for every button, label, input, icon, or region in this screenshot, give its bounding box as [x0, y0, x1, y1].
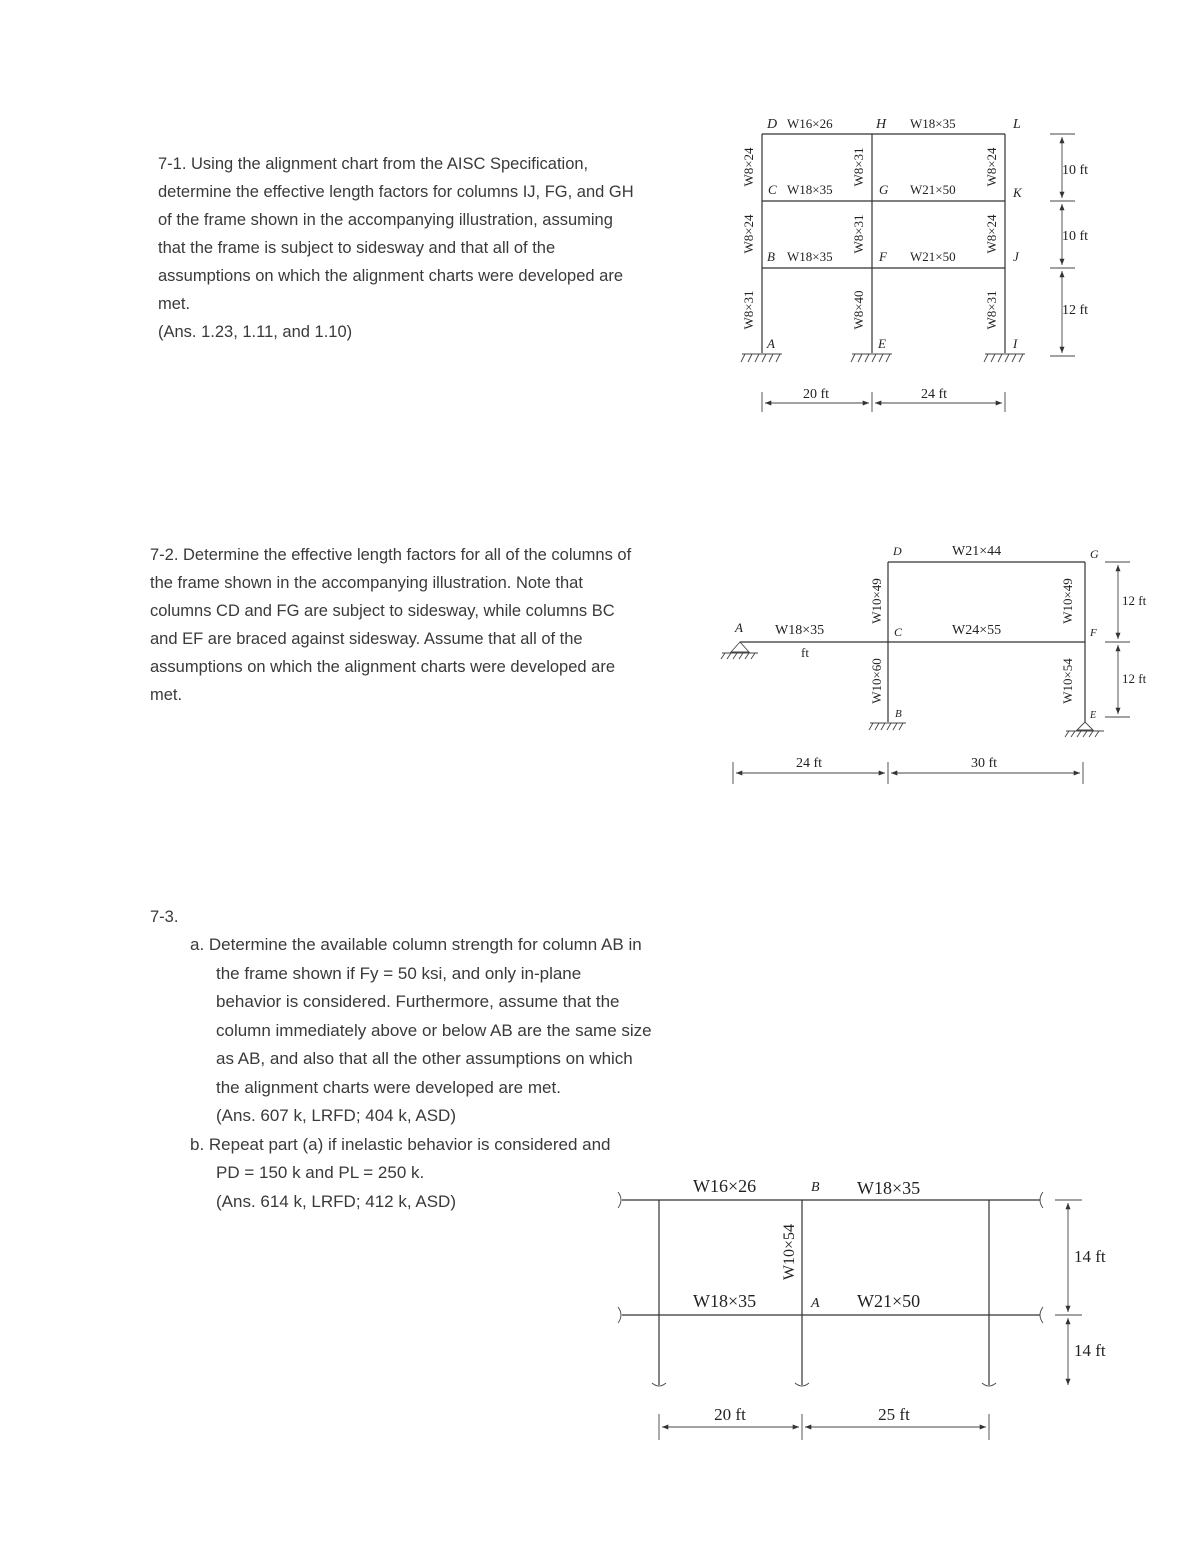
fig3-node-b: B — [811, 1180, 820, 1195]
fig2-pin-support-a — [721, 642, 758, 659]
fig2-column-label: W10×60 — [869, 658, 884, 704]
fig1-node-g: G — [879, 182, 889, 197]
fig3-beam-label: W18×35 — [857, 1178, 921, 1198]
fig2-node-g: G — [1090, 547, 1099, 561]
fig2-node-d: D — [893, 544, 902, 558]
fig1-fixed-support-e — [851, 354, 892, 362]
problem-7-3-part-a-line: column immediately above or below AB are the same size — [216, 1020, 652, 1040]
figure-7-2 — [721, 544, 1147, 784]
fig2-fixed-support-b — [869, 723, 906, 730]
fig2-column-label: W10×49 — [869, 578, 884, 624]
fig3-beam-label: W18×35 — [693, 1291, 757, 1311]
fig2-span-label: 30 ft — [970, 756, 998, 771]
fig1-column-label: W8×24 — [984, 147, 999, 187]
fig1-node-j: J — [1013, 249, 1019, 264]
problem-7-2-line: assumptions on which the alignment charts were developed are — [150, 658, 616, 676]
fig1-column-label: W8×31 — [851, 147, 866, 187]
fig2-beam-label: W21×44 — [952, 544, 1002, 559]
fig1-height-label: 12 ft — [1062, 303, 1089, 318]
fig1-node-e: E — [878, 336, 886, 351]
problem-7-2-line: met. — [150, 686, 183, 704]
fig1-column-label: W8×31 — [984, 290, 999, 330]
fig1-beam-label: W18×35 — [787, 182, 833, 197]
fig3-node-a: A — [811, 1296, 820, 1311]
fig2-span-label: 24 ft — [795, 756, 823, 771]
fig1-node-a: A — [767, 336, 775, 351]
fig1-span-label: 24 ft — [920, 387, 948, 402]
fig3-beam-label: W16×26 — [693, 1176, 757, 1196]
fig1-beam-label: W18×35 — [910, 116, 956, 131]
fig2-stray-ft: ft — [801, 645, 809, 660]
problem-7-3-number: 7-3. — [150, 908, 179, 926]
fig2-height-label: 12 ft — [1122, 671, 1147, 686]
fig1-node-b: B — [767, 249, 775, 264]
problem-7-3-part-a-line: a. Determine the available column strength for column AB in — [190, 935, 642, 954]
fig1-beam-label: W16×26 — [787, 116, 833, 131]
fig2-pin-support-e — [1065, 722, 1104, 737]
fig1-node-f: F — [879, 249, 887, 264]
problem-7-1-line: determine the effective length factors for columns IJ, FG, and GH — [158, 183, 634, 201]
problem-7-3-part-a-line: as AB, and also that all the other assumptions on which — [216, 1049, 633, 1068]
figure-7-3 — [618, 1176, 1106, 1440]
fig1-height-label: 10 ft — [1062, 163, 1089, 178]
fig3-break-marks — [618, 1192, 1043, 1386]
problem-7-3-part-a-line: the alignment charts were developed are met. — [216, 1077, 561, 1097]
problem-7-1-line: of the frame shown in the accompanying illustration, assuming — [158, 211, 613, 229]
problem-7-2-line: and EF are braced against sidesway. Assume that all of the — [150, 630, 583, 648]
problem-7-3-part-a-line: the frame shown if Fy = 50 ksi, and only in-plane — [216, 963, 582, 983]
problem-7-1-line: 7-1. Using the alignment chart from the AISC Specification, — [158, 155, 589, 173]
fig1-column-label: W8×24 — [984, 214, 999, 254]
fig3-span-label: 20 ft — [714, 1405, 746, 1424]
fig3-column-label: W10×54 — [781, 1223, 798, 1281]
fig1-beam-label: W18×35 — [787, 249, 833, 264]
fig3-span-label: 25 ft — [878, 1405, 910, 1424]
figure-7-1 — [741, 116, 1088, 412]
problem-7-3-part-a-answer: (Ans. 607 k, LRFD; 404 k, ASD) — [216, 1106, 456, 1125]
fig1-column-label: W8×40 — [851, 290, 866, 330]
problem-7-3-part-b-line: b. Repeat part (a) if inelastic behavior is considered and — [190, 1134, 611, 1154]
fig1-fixed-support-i — [984, 354, 1025, 362]
fig1-beam-label: W21×50 — [910, 249, 956, 264]
fig1-node-d: D — [767, 117, 778, 132]
fig1-node-h: H — [876, 117, 887, 132]
fig1-height-label: 10 ft — [1062, 229, 1089, 244]
fig2-span-dimensions — [733, 762, 1083, 784]
problem-7-1-line: assumptions on which the alignment charts were developed are — [158, 267, 624, 285]
fig2-beam-label: W24×55 — [952, 623, 1002, 638]
fig1-span-dimensions — [762, 392, 1005, 412]
fig3-beam-label: W21×50 — [857, 1291, 921, 1311]
problem-7-3-part-b-answer: (Ans. 614 k, LRFD; 412 k, ASD) — [216, 1191, 456, 1211]
fig3-height-label: 14 ft — [1074, 1247, 1106, 1266]
problem-7-1-answer: (Ans. 1.23, 1.11, and 1.10) — [158, 323, 353, 341]
fig3-span-dimensions — [659, 1414, 989, 1440]
fig2-node-a: A — [735, 620, 743, 635]
fig1-column-label: W8×31 — [741, 290, 756, 330]
problem-7-3-part-a-line: behavior is considered. Furthermore, assume that the — [216, 992, 620, 1011]
fig2-node-e: E — [1090, 710, 1097, 721]
problem-7-2-line: columns CD and FG are subject to sidesway, while columns BC — [150, 602, 615, 620]
fig1-fixed-support-a — [741, 354, 782, 362]
fig1-node-c: C — [768, 182, 777, 197]
fig1-node-l: L — [1013, 117, 1021, 132]
fig2-node-b: B — [895, 708, 902, 720]
fig1-node-k: K — [1013, 185, 1022, 200]
fig2-height-label: 12 ft — [1122, 593, 1147, 608]
problem-7-1-line: met. — [158, 295, 191, 313]
fig2-node-f: F — [1090, 627, 1097, 639]
fig1-column-label: W8×24 — [741, 214, 756, 254]
fig2-column-label: W10×54 — [1060, 658, 1075, 704]
fig1-node-i: I — [1013, 336, 1018, 351]
problem-7-3-part-b-line: PD = 150 k and PL = 250 k. — [216, 1163, 425, 1182]
fig1-beam-label: W21×50 — [910, 182, 956, 197]
fig1-span-label: 20 ft — [802, 387, 830, 402]
fig2-height-dimensions — [1105, 562, 1130, 717]
problem-7-2-line: the frame shown in the accompanying illustration. Note that — [150, 574, 583, 592]
fig2-beam-label: W18×35 — [775, 623, 825, 638]
problem-7-1-line: that the frame is subject to sidesway and that all of the — [158, 239, 556, 257]
problem-7-2-line: 7-2. Determine the effective length factors for all of the columns of — [150, 546, 632, 564]
fig1-column-label: W8×31 — [851, 214, 866, 254]
fig2-node-c: C — [894, 625, 903, 639]
fig1-column-label: W8×24 — [741, 147, 756, 187]
fig3-height-label: 14 ft — [1074, 1341, 1106, 1360]
fig2-column-label: W10×49 — [1060, 578, 1075, 624]
